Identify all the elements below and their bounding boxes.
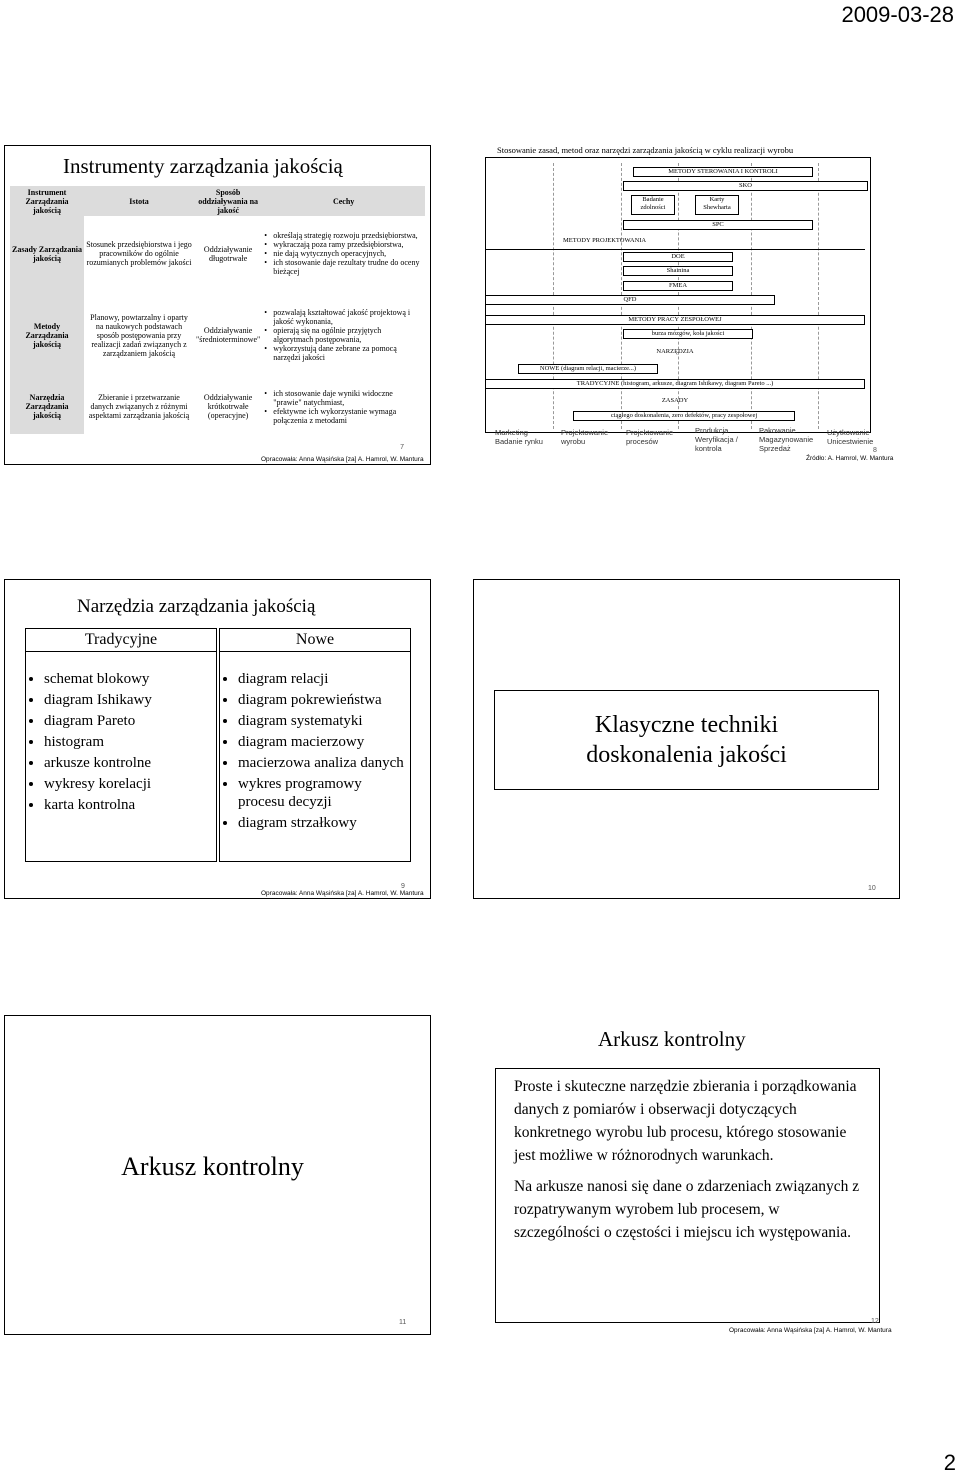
cecha-item: • wykraczają poza ramy przedsiębiorstwa, xyxy=(264,240,423,249)
list-item: • diagram Pareto xyxy=(44,712,216,730)
row-name: Narzędzia Zarządzania jakością xyxy=(10,379,84,434)
list-item: • macierzowa analiza danych xyxy=(238,754,410,772)
slide-title: Arkusz kontrolny xyxy=(598,1027,746,1051)
slide-number: 8 xyxy=(873,447,877,454)
row-istota: Planowy, powtarzalny i oparty na naukowych podstawach sposób postępowania przy realizacji zadań związanych z zarządzaniem jakością xyxy=(90,312,188,358)
row-cechy xyxy=(262,379,425,434)
slide-number: 9 xyxy=(401,883,405,890)
slide-number: 7 xyxy=(400,444,404,451)
cecha-item: • wykorzystują dane zebrane za pomocą narzędzi jakości xyxy=(264,344,423,362)
bar-nowe: NOWE (diagram relacji, macierze...) xyxy=(518,364,658,374)
row-sposob: Oddziaływanie krótkotrwałe (operacyjne) xyxy=(203,393,253,420)
row-cechy xyxy=(262,291,425,379)
page-date: 2009-03-28 xyxy=(841,2,954,27)
row-sposob: Oddziaływanie długotrwałe xyxy=(203,244,253,263)
title-box xyxy=(494,690,879,790)
credit: Opracowała: Anna Wąsińska [za] A. Hamrol, W. Mantura xyxy=(261,456,424,463)
stage-label: Projektowanie wyrobu xyxy=(561,428,609,446)
stage-divider xyxy=(818,163,819,429)
list-item: • diagram pokrewieństwa xyxy=(238,691,410,709)
cecha-item: • pozwalają kształtować jakość projektową i jakość wykonania, xyxy=(264,308,423,326)
slide-title: Narzędzia zarządzania jakością xyxy=(77,596,316,617)
bar-spc: SPC xyxy=(623,220,813,230)
nowe-list xyxy=(220,670,410,832)
bar-zasady: ZASADY xyxy=(661,397,689,404)
slide-title: Klasyczne techniki doskonalenia jakości xyxy=(586,712,787,768)
bar-sterowania: METODY STEROWANIA I KONTROLI xyxy=(633,167,813,177)
bar-sko: SKO xyxy=(623,181,868,191)
list-item: • wykresy korelacji xyxy=(44,775,216,793)
cecha-item: • ich stosowanie daje rezultaty trudne do oceny bieżącej xyxy=(264,258,423,276)
slide-9 xyxy=(4,579,431,899)
stage-label: Projektowanie procesów xyxy=(626,428,674,446)
slide-title: Instrumenty zarządzania jakością xyxy=(63,154,343,178)
cecha-item: • określają strategię rozwoju przedsiębiorstwa, xyxy=(264,231,423,240)
bar-doe: DOE xyxy=(623,252,733,262)
row-sposob: Oddziaływanie "średnioterminowe" xyxy=(196,326,261,344)
paragraph: Proste i skuteczne narzędzie zbierania i porządkowania danych z pomiarów i obserwacji dotyczących konkretnego wyrobu lub procesu, którego stosowanie jest możliwe w różnorodnych warunkach. xyxy=(514,1078,857,1164)
row-istota: Zbieranie i przetwarzanie danych związanych z różnymi aspektami zarządzania jakością xyxy=(88,393,190,420)
credit: Opracowała: Anna Wąsińska [za] A. Hamrol, W. Mantura xyxy=(729,1327,892,1334)
list-item: • wykres programowy procesu decyzji xyxy=(238,775,410,811)
slide-10 xyxy=(473,579,900,899)
list-item: • histogram xyxy=(44,733,216,751)
row-cechy xyxy=(262,216,425,291)
content-box xyxy=(495,1068,880,1323)
list-item: • diagram macierzowy xyxy=(238,733,410,751)
header-sposob: Sposób oddziaływania na jakość xyxy=(194,186,262,216)
source: Źródło: A. Hamrol, W. Mantura xyxy=(806,455,894,462)
slide-number: 10 xyxy=(868,885,876,892)
bar-ciaglego: ciągłego doskonalenia, zero defektów, pracy zespołowej xyxy=(573,411,795,421)
box-karty: Karty Shewharta xyxy=(695,195,739,215)
bar-narzedzia: NARZĘDZIA xyxy=(656,348,694,355)
bar-pracy: METODY PRACY ZESPOŁOWEJ xyxy=(485,315,865,325)
list-item: • karta kontrolna xyxy=(44,796,216,814)
slide-title: Stosowanie zasad, metod oraz narzędzi zarządzania jakością w cyklu realizacji wyrobu xyxy=(497,145,794,155)
credit: Opracowała: Anna Wąsińska [za] A. Hamrol, W. Mantura xyxy=(261,890,424,897)
cecha-item: • efektywne ich wykorzystanie wymaga połączenia z metodami xyxy=(264,407,423,425)
row-name: Zasady Zarządzania jakością xyxy=(10,216,84,291)
stage-label: Użytkowanie Unicestwienie xyxy=(827,428,874,446)
stage-label: Pakowanie Magazynowanie Sprzedaż xyxy=(759,426,814,453)
tradycyjne-box xyxy=(25,628,217,862)
row-name: Metody Zarządzania jakością xyxy=(10,291,84,379)
tradycyjne-header: Tradycyjne xyxy=(26,629,216,652)
header-instrument: Instrument Zarządzania jakością xyxy=(10,186,84,216)
slide-number: 12 xyxy=(871,1318,879,1325)
bar-fmea: FMEA xyxy=(623,281,733,291)
nowe-header: Nowe xyxy=(220,629,410,652)
list-item: • diagram systematyki xyxy=(238,712,410,730)
stage-label: Produkcja Weryfikacja / kontrola xyxy=(695,426,738,453)
cecha-item: • ich stosowanie daje wyniki widoczne "prawie" natychmiast, xyxy=(264,389,423,407)
cecha-item: • opierają się na ogólnie przyjętych algorytmach postępowania, xyxy=(264,326,423,344)
stage-label: Marketing Badanie rynku xyxy=(495,428,543,446)
page-number: 2 xyxy=(943,1450,956,1475)
list-item: • diagram strzałkowy xyxy=(238,814,410,832)
row-istota: Stosunek przedsiębiorstwa i jego pracowników do ogólnie rozumianych problemów jakości xyxy=(86,240,192,267)
bar-shainina: Shainina xyxy=(623,266,733,276)
list-item: • diagram Ishikawy xyxy=(44,691,216,709)
bar-qfd: QFD xyxy=(485,295,775,305)
bar-burza: burza mózgów, koła jakości xyxy=(623,329,753,339)
header-cechy: Cechy xyxy=(262,186,425,216)
arrow-line xyxy=(485,249,865,250)
slide-7 xyxy=(4,145,431,465)
nowe-box xyxy=(219,628,411,862)
list-item: • arkusze kontrolne xyxy=(44,754,216,772)
list-item: • diagram relacji xyxy=(238,670,410,688)
tradycyjne-list xyxy=(26,670,216,814)
slide-12 xyxy=(473,1015,900,1335)
paragraph: Na arkusze nanosi się dane o zdarzeniach związanych z rozpatrywanym wyrobem lub procesem, w szczególności o częstości i miejscu ich występowania. xyxy=(514,1178,860,1241)
slide-8 xyxy=(473,145,898,465)
box-badanie: Badanie zdolności xyxy=(631,195,675,215)
slide-title: Arkusz kontrolny xyxy=(121,1152,304,1181)
bar-tradycyjne: TRADYCYJNE (histogram, arkusze, diagram Ishikawy, diagram Pareto ...) xyxy=(485,379,865,389)
slide-11 xyxy=(4,1015,431,1335)
header-istota: Istota xyxy=(84,186,194,216)
bar-projektowania: METODY PROJEKTOWANIA xyxy=(563,237,647,244)
list-item: • schemat blokowy xyxy=(44,670,216,688)
slide-number: 11 xyxy=(399,1319,407,1326)
cecha-item: • nie dają wytycznych operacyjnych, xyxy=(264,249,423,258)
instruments-table xyxy=(10,186,425,434)
